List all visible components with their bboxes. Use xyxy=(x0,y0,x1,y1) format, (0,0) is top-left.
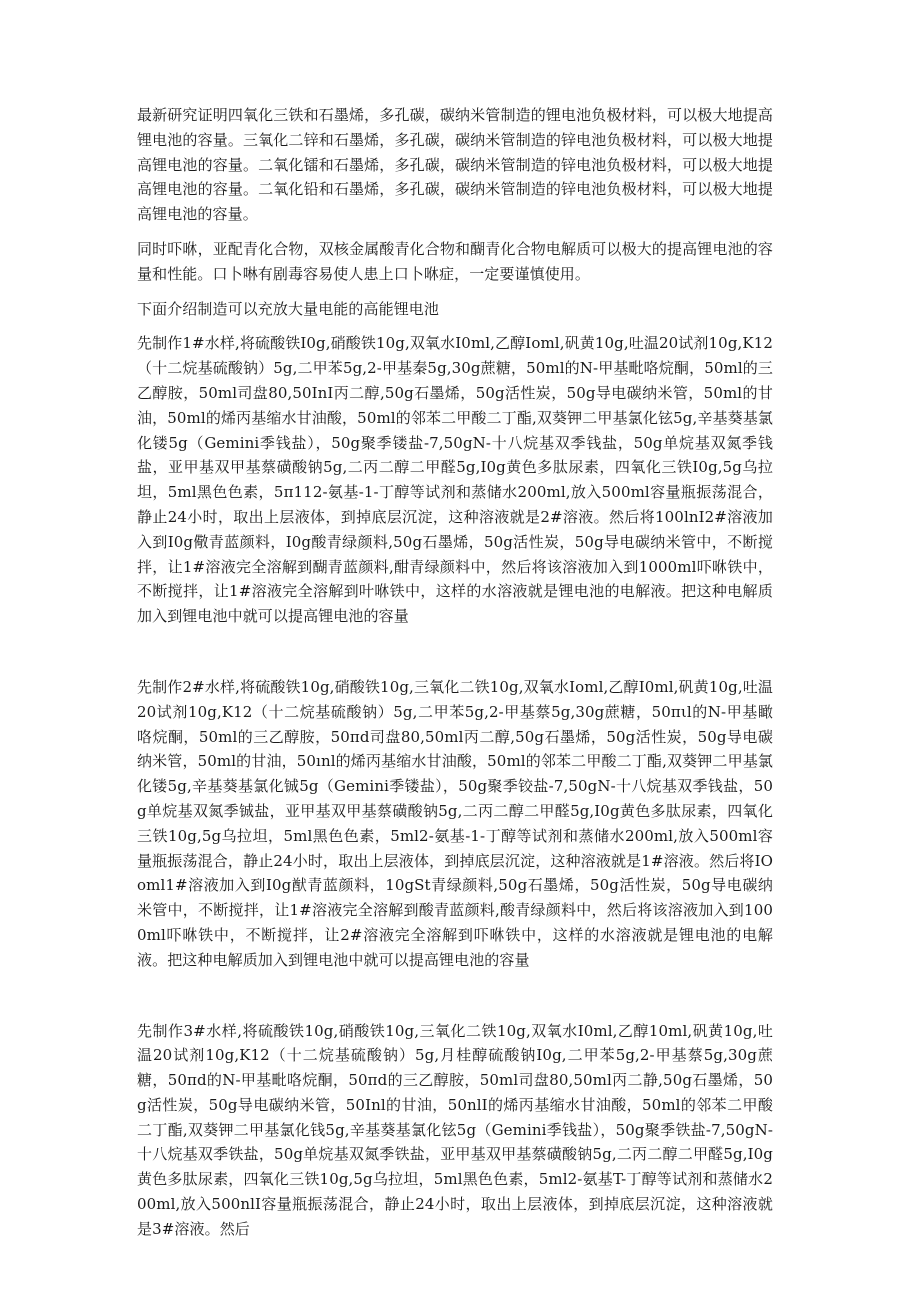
paragraph-sample-3: 先制作3#水样,将硫酸铁10g,硝酸铁10g,三氧化二铁10g,双氧水I0ml,乙醇10ml,矾黄10g,吐温20试剂10g,K12（十二烷基硫酸钠）5g,月桂醇硫酸钠I0g,二甲苯5g,2-甲基蔡5g,30g蔗糖，50πd的N-甲基毗咯烷酮，50πd的三乙醇胺，50ml司盘80,50ml丙二静,50g石墨烯，50g活性炭，50g导电碳纳米管，50Inl的甘油，50nlI的烯丙基缩水甘油酸，50ml的邻苯二甲酸二丁酯,双葵钾二甲基氯化钱5g,辛基葵基氯化铉5g（Gemini季钱盐），50g聚季铁盐-7,50gN-十八烷基双季铁盐，50g单烷基双氮季铁盐，亚甲基双甲基蔡磺酸钠5g,二丙二醇二甲醛5g,I0g黄色多肽尿素，四氧化三铁10g,5g乌拉坦，5ml黑色色素，5ml2-氨基T-丁醇等试剂和蒸储水200ml,放入500nlI容量瓶振荡混合，静止24小时，取出上层液体，到掉底层沉淀，这种溶液就是3#溶液。然后 xyxy=(137,1021,773,1238)
paragraph-anode-materials: 最新研究证明四氧化三铁和石墨烯，多孔碳，碳纳米管制造的锂电池负极材料，可以极大地提高锂电池的容量。三氧化二锌和石墨烯，多孔碳，碳纳米管制造的锌电池负极材料，可以极大地提高锂电池的容量。二氧化镭和石墨烯，多孔碳，碳纳米管制造的锌电池负极材料，可以极大地提高锂电池的容量。二氧化铅和石墨烯，多孔碳，碳纳米管制造的锌电池负极材料，可以极大地提高锂电池的容量。 xyxy=(137,106,773,224)
paragraph-sample-1: 先制作1#水样,将硫酸铁I0g,硝酸铁10g,双氧水I0ml,乙醇Ioml,矾黄10g,吐温20试剂10g,K12（十二烷基硫酸钠）5g,二甲苯5g,2-甲基秦5g,30g蔗糖，50ml的N-甲基毗咯烷酮，50ml的三乙醇胺，50ml司盘80,50InI丙二醇,50g石墨烯，50g活性炭，50g导电碳纳米管，50ml的甘油，50ml的烯丙基缩水甘油酸，50ml的邻苯二甲酸二丁酯,双葵钾二甲基氯化铉5g,辛基葵基氯化镂5g（Gemini季钱盐），50g聚季镂盐-7,50gN-十八烷基双季钱盐，50g单烷基双氮季钱盐，亚甲基双甲基蔡磺酸钠5g,二丙二醇二甲醛5g,I0g黄色多肽尿素，四氧化三铁I0g,5g乌拉坦，5ml黑色色素，5π112-氨基-1-丁醇等试剂和蒸储水200ml,放入500ml容量瓶振荡混合，静止24小时，取出上层液体，到掉底层沉淀，这种溶液就是2#溶液。然后将100lnI2#溶液加入到I0g儆青蓝颜料，I0g酸青绿颜料,50g石墨烯，50g活性炭，50g导电碳纳米管中，不断搅拌，让1#溶液完全溶解到醐青蓝颜料,酣青绿颜料中，然后将该溶液加入到1000ml吓咻铁中，不断搅拌，让1#溶液完全溶解到叶咻铁中，这样的水溶液就是锂电池的电解液。把这种电解质加入到锂电池中就可以提高锂电池的容量 xyxy=(137,334,773,626)
paragraph-sample-2: 先制作2#水样,将硫酸铁10g,硝酸铁10g,三氧化二铁10g,双氧水Ioml,乙醇I0ml,矾黄10g,吐温20试剂10g,K12（十二烷基硫酸钠）5g,二甲苯5g,2-甲基蔡5g,30g蔗糖，50πιl的N-甲基瞰咯烷酮，50ml的三乙醇胺，50πd司盘80,50ml丙二醇,50g石墨烯，50g活性炭，50g导电碳纳米管，50ml的甘油，50ınl的烯丙基缩水甘油酸，50ml的邻苯二甲酸二丁酯,双葵钾二甲基氯化镂5g,辛基葵基氯化铖5g（Gemini季镂盐），50g聚季铰盐-7,50gN-十八烷基双季钱盐，50g单烷基双氮季铖盐，亚甲基双甲基蔡磺酸钠5g,二丙二醇二甲醛5g,I0g黄色多肽尿素，四氧化三铁10g,5g乌拉坦，5ml黑色色素，5ml2-氨基-1-丁醇等试剂和蒸储水200ml,放入500ml容量瓶振荡混合，静止24小时，取出上层液体，到掉底层沉淀，这种溶液就是1#溶液。然后将IOoml1#溶液加入到I0g猷青蓝颜料，10gSt青绿颜料,50g石墨烯，50g活性炭，50g导电碳纳米管中，不断搅拌，让1#溶液完全溶解到酸青蓝颜料,酸青绿颜料中，然后将该溶液加入到1000ml吓咻铁中，不断搅拌，让2#溶液完全溶解到吓咻铁中，这样的水溶液就是锂电池的电解液。把这种电解质加入到锂电池中就可以提高锂电池的容量 xyxy=(137,677,773,969)
paragraph-spacer xyxy=(137,227,773,237)
paragraph-spacer xyxy=(137,629,773,675)
paragraph-spacer xyxy=(137,287,773,297)
paragraph-spacer xyxy=(137,973,773,1019)
paragraph-spacer xyxy=(137,321,773,331)
paragraph-electrolyte-compounds: 同时吓咻，亚配青化合物，双核金属酸青化合物和醐青化合物电解质可以极大的提高锂电池的容量和性能。口卜啉有剧毒容易使人患上口卜咻症，一定要谨慎使用。 xyxy=(137,239,773,283)
document-body xyxy=(137,103,773,1242)
paragraph-intro-heading: 下面介绍制造可以充放大量电能的高能锂电池 xyxy=(137,299,440,318)
